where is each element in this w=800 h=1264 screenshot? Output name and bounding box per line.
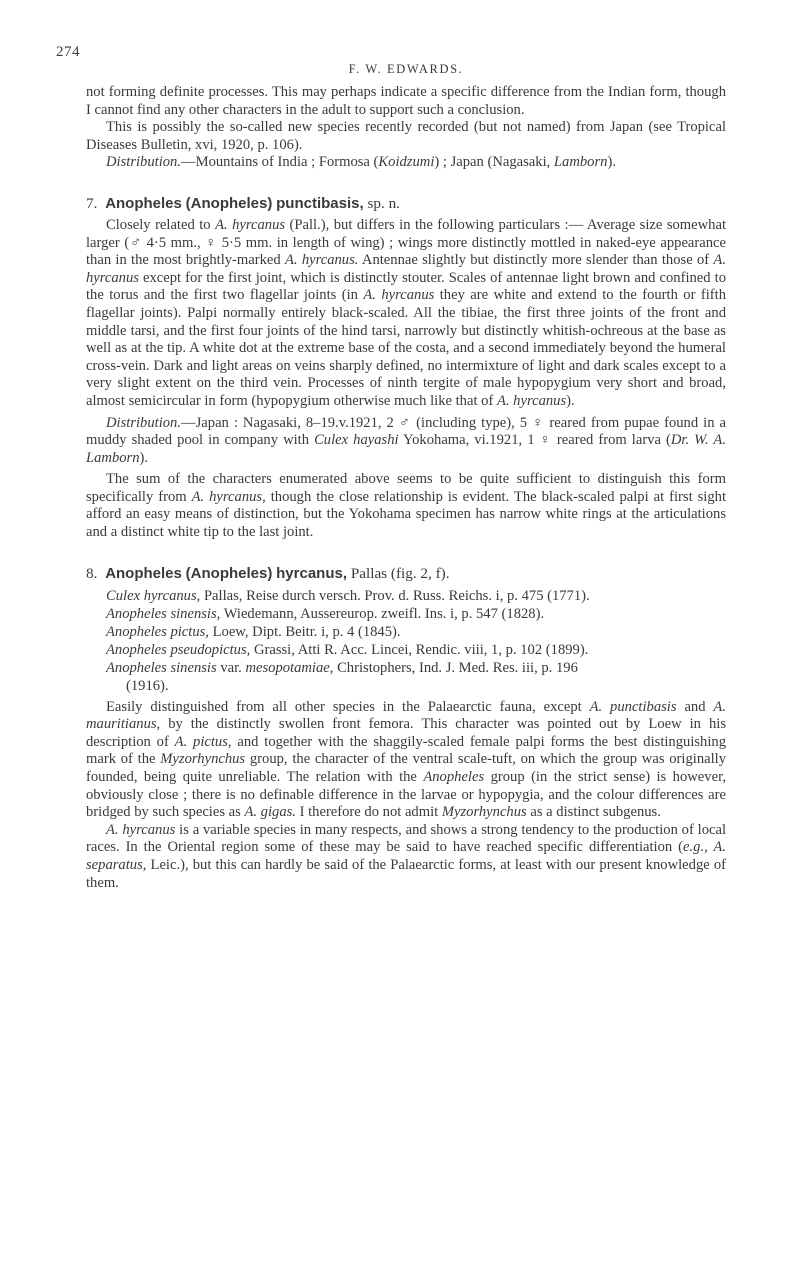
continuation-text: not forming definite processes. This may perhaps indicate a specific difference from the Indian form, though I cannot find any other characters in the adult to support such a conclusion. [86, 84, 726, 118]
taxon-name: A. pictus, [174, 733, 232, 750]
species-number: 7. [86, 194, 98, 212]
distribution-text: Yokohama, vi.1921, 1 ♀ reared from larva ( [398, 432, 671, 449]
continuation-paragraph [86, 84, 726, 119]
synonymy-entry [86, 623, 726, 641]
description-text: they are white and extend to the fourth or fifth flagellar joints). Palpi normally entirely black-scaled. All the tibiae, the first three joints of the front and middle tarsi, and the first four joints of the hind tarsi, narrowly but distinctly whitish-ochreous at the base as well as at the tip. A white dot at the extreme base of the costa, and a second immediately beyond the humeral cross-vein. Dark and light areas on veins sharply defined, no intermixture of light and dark scales except to a very slight extent on the third vein. Processes of ninth tergite of male hypopygium very short and broad, almost semicircular in form (hypopygium otherwise much like that of [86, 287, 727, 409]
taxon-name: Myzorhynchus [160, 751, 246, 768]
punctibasis-description [86, 217, 726, 411]
collector-name: Lamborn [553, 154, 608, 171]
taxon-name: e.g., A. separatus, [86, 839, 726, 873]
remarks-text: is a variable species in many respects, and shows a strong tendency to the production of local races. In the Oriental region some of these may be said to have reached specific differentiation ( [86, 821, 727, 856]
synonym-name: Anopheles pictus, [106, 623, 209, 640]
taxon-name: Anopheles [423, 769, 485, 786]
remarks-text: group (in the strict sense) is however, obviously close ; there is no definable difference in the larvae or hypopygia, and the colour differences are bridged by such species as [86, 769, 726, 821]
synonym-reference: var. [216, 659, 246, 676]
hyrcanus-remarks-2 [86, 822, 726, 892]
distribution-text: ). [607, 154, 616, 171]
synonym-reference-continuation: (1916). [126, 677, 169, 694]
description-text: (Pall.), but differs in the following particulars :— Average size somewhat larger (♂ 4·5 mm., ♀ 5·5 mm. in length of wing) ; wings more distinctly mottled in naked-eye appearance than in the most brightly-marked [86, 216, 727, 269]
taxon-name: A. punctibasis [589, 698, 677, 715]
distribution-label: Distribution. [106, 414, 182, 431]
species-subgenus: (Anopheles) [185, 564, 273, 582]
species-epithet: hyrcanus, [276, 564, 348, 582]
japan-record-text: This is possibly the so-called new species recently recorded (but not named) from Japan (see Tropical Diseases Bulletin, xvi, 1920, p. 106). [86, 119, 726, 153]
synonymy-entry [86, 641, 726, 659]
distribution-label: Distribution. [106, 154, 182, 171]
description-text: except for the first joint, which is distinctly stouter. Scales of antennae light brown and confined to the torus and the first two flagellar joints (in [86, 269, 726, 304]
synonymy-entry [86, 659, 726, 695]
collector-name: Koidzumi [378, 154, 435, 171]
taxon-name: A. hyrcanus. [284, 252, 359, 269]
hyrcanus-remarks-1 [86, 699, 726, 822]
species-status: sp. n. [367, 194, 400, 212]
distribution-text: ) ; Japan (Nagasaki, [434, 154, 554, 171]
book-page [56, 0, 727, 1264]
remarks-text: The sum of the characters enumerated above seems to be quite sufficient to distinguish this form specifically from [86, 471, 726, 505]
taxon-name: A. hyrcanus [215, 216, 286, 233]
running-head-author: F. W. EDWARDS. [348, 62, 464, 76]
remarks-text: I therefore do not admit [295, 804, 442, 821]
taxon-name: A. hyrcanus [86, 252, 726, 286]
taxon-name: Myzorhynchus [441, 804, 527, 821]
synonym-name: mesopotamiae, [245, 659, 334, 676]
synonymy-list [86, 587, 726, 695]
description-text: Antennae slightly but distinctly more slender than those of [358, 252, 714, 269]
remarks-text: though the close relationship is evident. The black-scaled palpi at first sight afford an easy means of distinction, but the Yokohama specimen has narrow white rings at the articulations and a distinct white tip to the last joint. [86, 488, 727, 541]
punctibasis-distribution [86, 415, 726, 468]
collector-name: Dr. W. A. Lamborn [86, 432, 726, 466]
running-head [56, 0, 726, 84]
species-authority: Pallas (fig. 2, f). [350, 564, 450, 582]
japan-record-paragraph [86, 119, 726, 154]
taxon-name: A. hyrcanus, [191, 488, 266, 505]
species-genus: Anopheles [105, 194, 182, 212]
distribution-text: —Mountains of India ; Formosa ( [181, 154, 379, 171]
distribution-paragraph [86, 154, 726, 172]
remarks-text: Leic.), but this can hardly be said of the Palaearctic forms, at least with our present knowledge of them. [86, 857, 726, 891]
species-subgenus: (Anopheles) [185, 194, 273, 212]
synonym-name: Anopheles sinensis, [106, 605, 221, 622]
species-heading-punctibasis [86, 194, 726, 213]
description-text: Closely related to [106, 216, 216, 233]
species-heading-hyrcanus [86, 564, 726, 583]
synonym-reference: Christophers, Ind. J. Med. Res. iii, p. 196 [333, 659, 578, 676]
remarks-text: group, the character of the ventral scale-tuft, on which the group was originally founded, being quite unreliable. The relation with the [86, 751, 727, 786]
synonym-reference: Loew, Dipt. Beitr. i, p. 4 (1845). [208, 623, 401, 640]
remarks-text: as a distinct subgenus. [526, 804, 661, 821]
species-number: 8. [86, 564, 98, 582]
synonym-name: Anopheles sinensis [106, 659, 217, 676]
synonymy-entry [86, 605, 726, 623]
distribution-text: ). [139, 449, 149, 466]
species-genus: Anopheles [105, 564, 182, 582]
distribution-text: —Japan : Nagasaki, 8–19.v.1921, 2 ♂ (including type), 5 ♀ reared from pupae found in a muddy shaded pool in company with [86, 414, 726, 449]
punctibasis-remarks [86, 471, 726, 541]
taxon-name: A. hyrcanus [496, 392, 567, 409]
page-number: 274 [56, 44, 80, 60]
description-text: ). [566, 392, 575, 409]
remarks-text: Easily distinguished from all other species in the Palaearctic fauna, except [106, 698, 590, 715]
taxon-name: A. gigas. [244, 804, 296, 821]
taxon-name: A. hyrcanus [363, 287, 435, 304]
synonymy-entry [86, 587, 726, 605]
species-epithet: punctibasis, [276, 194, 364, 212]
remarks-text: by the distinctly swollen front femora. This character was pointed out by Loew in his description of [86, 716, 726, 750]
synonym-reference: Wiedemann, Aussereurop. zweifl. Ins. i, p. 547 (1828). [220, 605, 545, 622]
synonym-name: Anopheles pseudopictus, [106, 641, 251, 658]
taxon-name: A. mauritianus, [86, 698, 726, 733]
synonym-reference: Pallas, Reise durch versch. Prov. d. Russ. Reichs. i, p. 475 (1771). [200, 587, 590, 604]
synonym-reference: Grassi, Atti R. Acc. Lincei, Rendic. viii, 1, p. 102 (1899). [250, 641, 589, 658]
taxon-name: A. hyrcanus [106, 821, 176, 838]
taxon-name: Culex hayashi [314, 432, 399, 449]
synonym-name: Culex hyrcanus, [106, 587, 201, 604]
remarks-text: and [676, 698, 714, 715]
remarks-text: and together with the shaggily-scaled female palpi forms the best distinguishing mark of the [86, 733, 726, 768]
